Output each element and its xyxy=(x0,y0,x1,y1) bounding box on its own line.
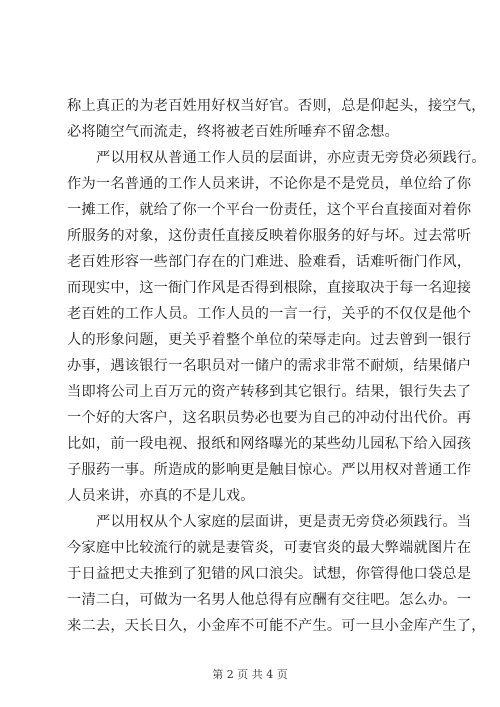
text-line: 今家庭中比较流行的就是妻管炎，可妻官炎的最大弊端就图片在 xyxy=(67,540,472,556)
text-line: 一个好的大客户，这名职员势必也要为自己的冲动付出代价。再 xyxy=(67,410,472,426)
text-line: 一摊工作，就给了你一个平台一份责任，这个平台直接面对着你 xyxy=(67,202,472,218)
text-line: 一清二白，可做为一名男人他总得有应酬有交往吧。怎么办。一 xyxy=(67,592,472,608)
text-line: 子服药一事。所造成的影响更是触目惊心。严以用权对普通工作 xyxy=(67,462,472,478)
text-line: 必将随空气而流走，终将被老百姓所唾弃不留念想。 xyxy=(67,124,400,140)
text-line: 作为一名普通的工作人员来讲，不论你是不是党员，单位给了你 xyxy=(67,176,472,192)
text-line: 办事，遇该银行一名职员对一储户的需求非常不耐烦，结果储户 xyxy=(67,358,472,374)
text-line: 来二去，天长日久，小金库不可能不产生。可一旦小金库产生了， xyxy=(67,618,486,634)
text-line: 严以用权从个人家庭的层面讲，更是责无旁贷必须践行。当 xyxy=(96,514,472,530)
text-line: 当即将公司上百万元的资产转移到其它银行。结果，银行失去了 xyxy=(67,384,472,400)
text-line: 老百姓的工作人员。工作人员的一言一行，关乎的不仅仅是他个 xyxy=(67,306,472,322)
text-line: 严以用权从普通工作人员的层面讲，亦应责无旁贷必须践行。 xyxy=(96,150,486,166)
text-line: 于日益把丈夫推到了犯错的风口浪尖。试想，你管得他口袋总是 xyxy=(67,566,472,582)
text-line: 称上真正的为老百姓用好权当好官。否则，总是仰起头，接空气， xyxy=(67,98,486,114)
text-line: 而现实中，这一衙门作风是否得到根除，直接取决于每一名迎接 xyxy=(67,280,472,296)
page-footer: 第 2 页 共 4 页 xyxy=(212,668,288,681)
text-line: 老百姓形容一些部门存在的门难进、脸难看，话难听衙门作风， xyxy=(67,254,472,270)
text-line: 人的形象问题，更关乎着整个单位的荣辱走向。过去曾到一银行 xyxy=(67,332,472,348)
body-text xyxy=(67,93,486,639)
text-line: 比如，前一段电视、报纸和网络曝光的某些幼儿园私下给入园孩 xyxy=(67,436,472,452)
text-line: 人员来讲，亦真的不是儿戏。 xyxy=(67,488,255,504)
text-line: 所服务的对象，这份责任直接反映着你服务的好与坏。过去常听 xyxy=(67,228,472,244)
